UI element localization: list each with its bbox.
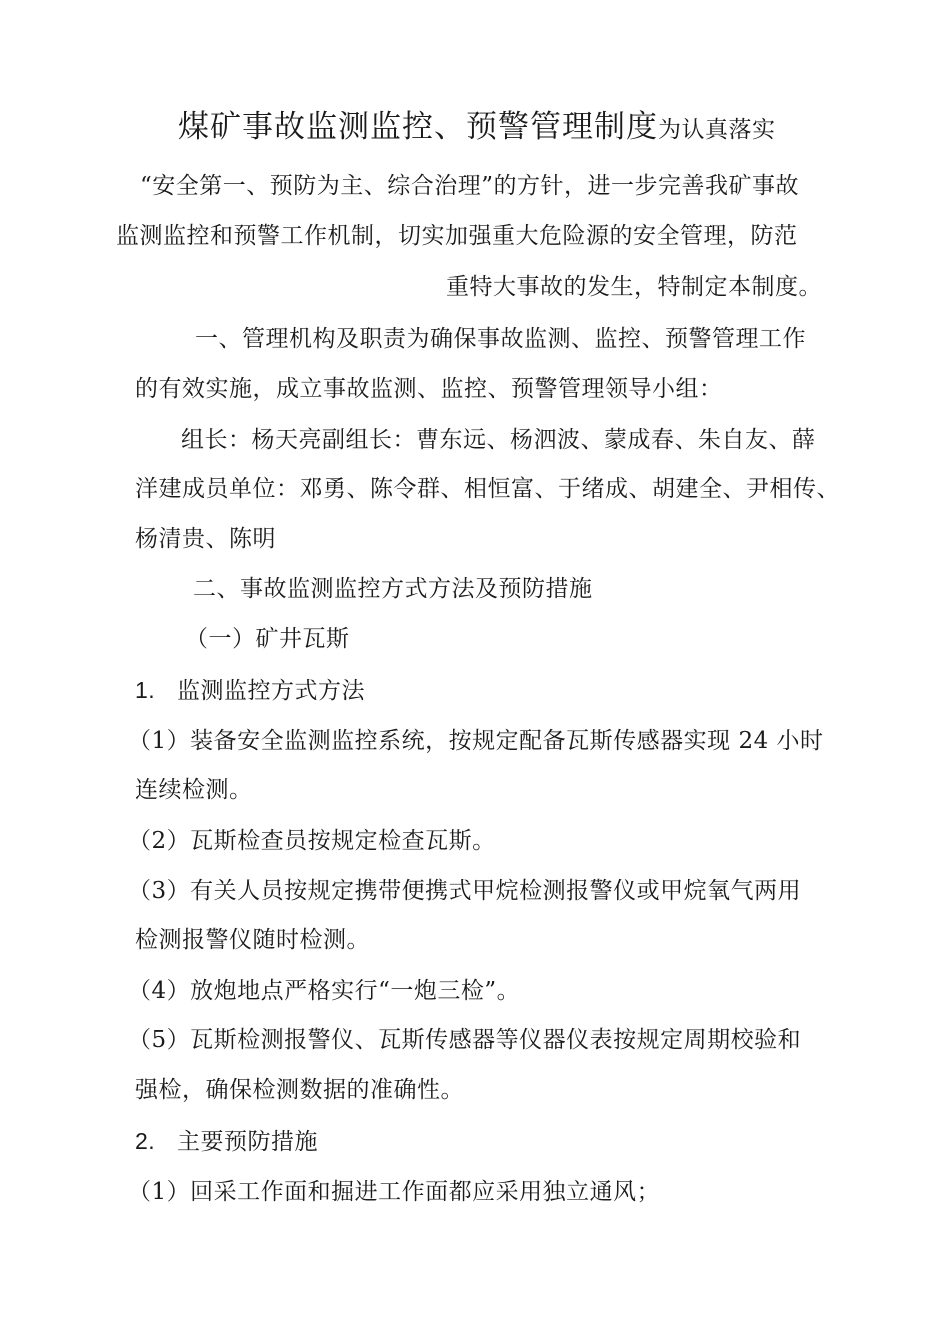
item1-heading-line — [135, 675, 365, 706]
document-title: 煤矿事故监测监控、预警管理制度 — [178, 109, 658, 145]
sub1-heading: （一）矿井瓦斯 — [185, 626, 350, 652]
item1-point-1-cont: 连续检测。 — [135, 777, 253, 803]
intro-line-3: 监测监控和预警工作机制，切实加强重大危险源的安全管理，防范 — [116, 223, 798, 249]
intro-line-2: “安全第一、预防为主、综合治理”的方针，进一步完善我矿事故 — [140, 173, 800, 199]
section1-line-1: 一、管理机构及职责为确保事故监测、监控、预警管理工作 — [195, 326, 806, 352]
item1-point-2: （2）瓦斯检查员按规定检查瓦斯。 — [128, 828, 496, 854]
members-line-1: 组长：杨天亮副组长：曹东远、杨泗波、蒙成春、朱自友、薛 — [181, 427, 816, 453]
item1-heading: 监测监控方式方法 — [177, 678, 365, 704]
item1-point-4: （4）放炮地点严格实行“一炮三检”。 — [128, 978, 521, 1004]
item1-point-5-cont: 强检，确保检测数据的准确性。 — [135, 1077, 464, 1103]
item2-heading: 主要预防措施 — [177, 1129, 318, 1155]
item1-number: 1. — [135, 677, 156, 703]
item1-point-5: （5）瓦斯检测报警仪、瓦斯传感器等仪器仪表按规定周期校验和 — [128, 1027, 802, 1053]
section2-heading: 二、事故监测监控方式方法及预防措施 — [193, 576, 593, 602]
item1-point-3-cont: 检测报警仪随时检测。 — [135, 927, 370, 953]
members-line-2: 洋建成员单位：邓勇、陈令群、相恒富、于绪成、胡建全、尹相传、 — [135, 476, 840, 502]
members-line-3: 杨清贵、陈明 — [135, 526, 276, 552]
item1-point-1: （1）装备安全监测监控系统，按规定配备瓦斯传感器实现 24 小时 — [128, 728, 824, 754]
item2-number: 2. — [135, 1128, 156, 1154]
intro-line-1: 为认真落实 — [658, 117, 776, 143]
item2-point-1: （1）回采工作面和掘进工作面都应采用独立通风； — [128, 1179, 661, 1205]
item1-point-3: （3）有关人员按规定携带便携式甲烷检测报警仪或甲烷氧气两用 — [128, 878, 802, 904]
intro-line-4: 重特大事故的发生，特制定本制度。 — [446, 274, 822, 300]
title-line — [178, 109, 776, 145]
item2-heading-line — [135, 1126, 318, 1157]
section1-line-2: 的有效实施，成立事故监测、监控、预警管理领导小组： — [135, 376, 723, 402]
